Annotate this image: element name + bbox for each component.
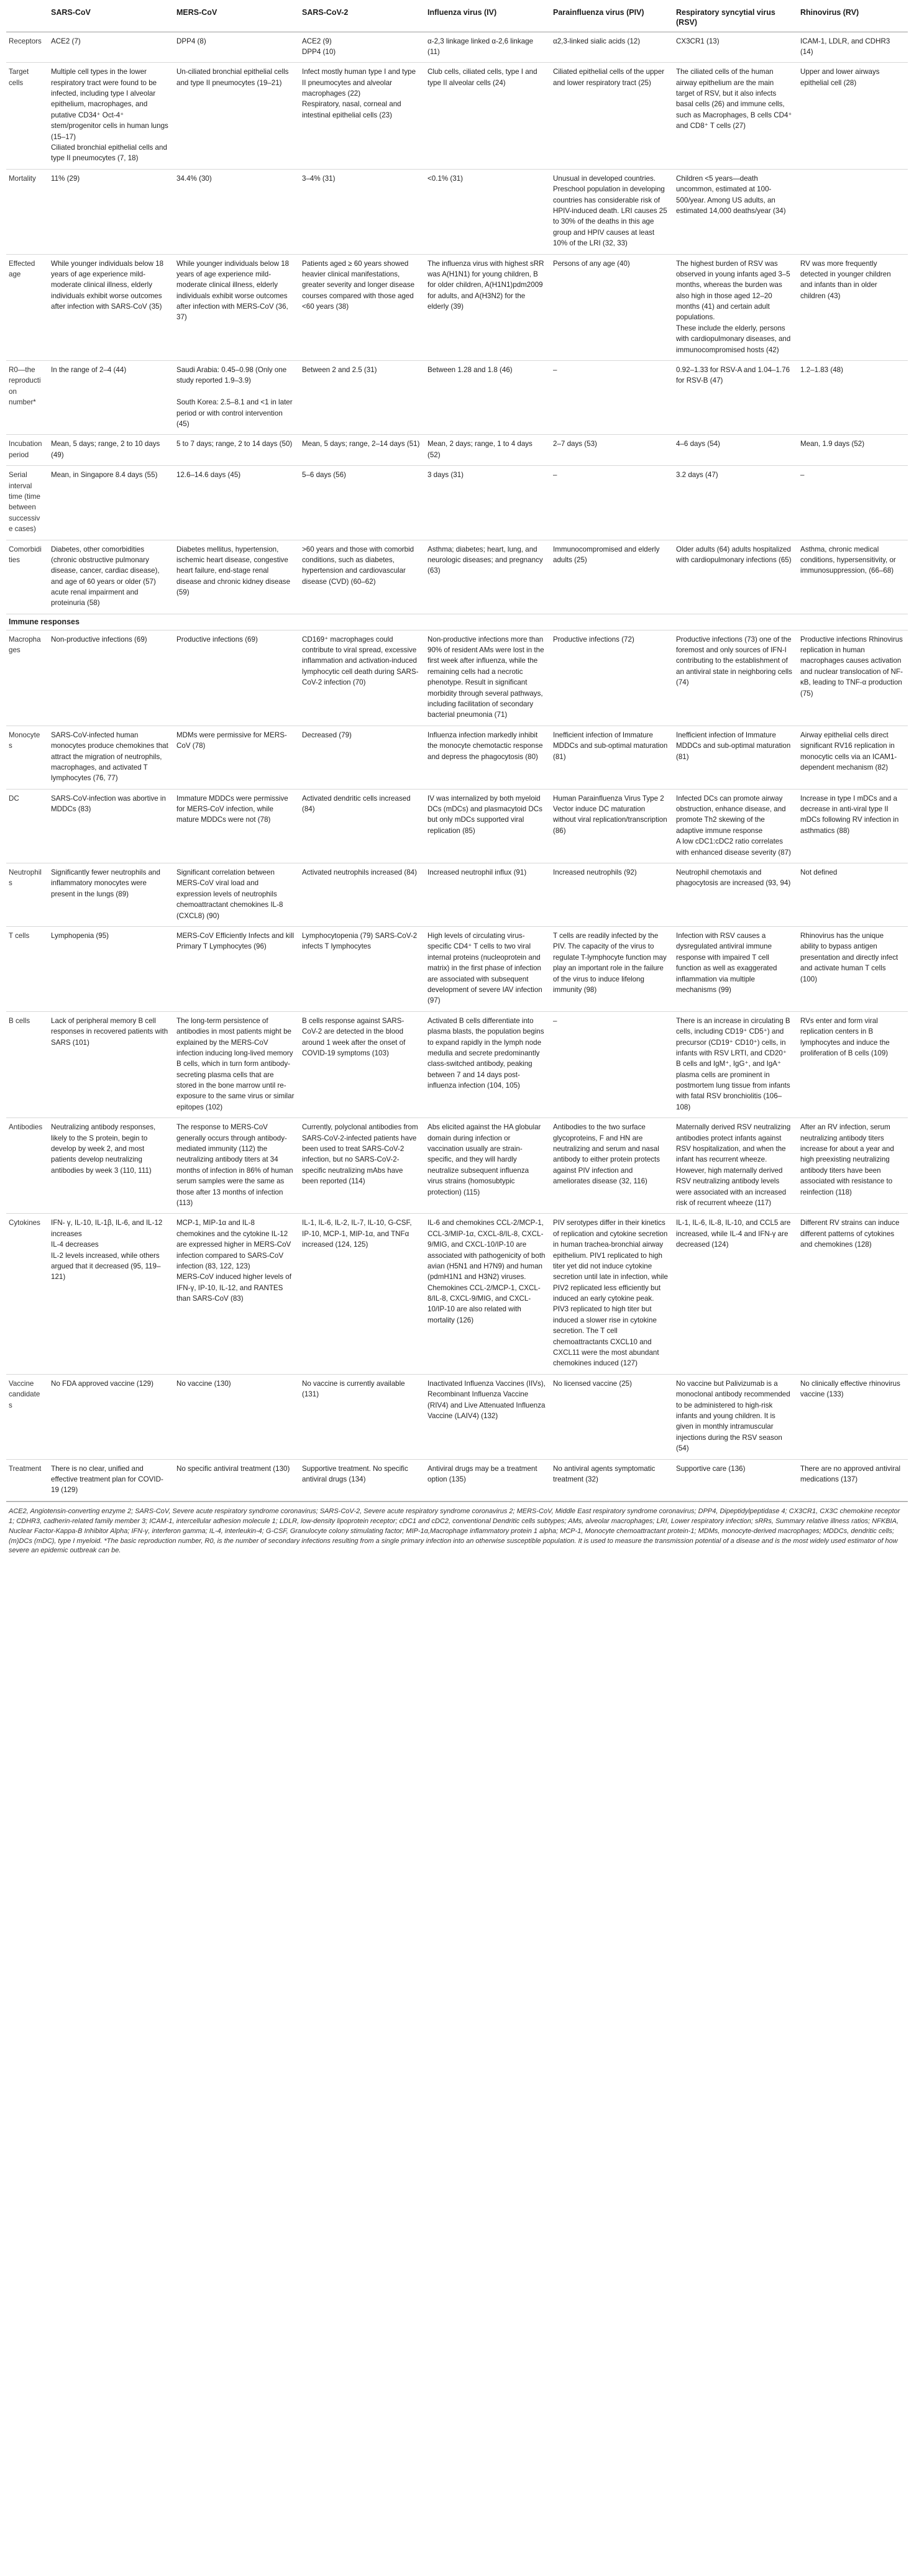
table-cell: Significant correlation between MERS-CoV viral load and expression levels of neutrophils chemoattractant chemokines IL-8 (CXCL8) (90): [174, 863, 299, 927]
table-cell: Productive infections (69): [174, 630, 299, 726]
table-cell: Abs elicited against the HA globular domain during infection or vaccination usually are strain-specific, and they will hardly neutralize subsequent influenza virus strains (homosubtypic protection) (115): [425, 1118, 551, 1214]
table-cell: Lack of peripheral memory B cell responses in recovered patients with SARS (101): [48, 1011, 174, 1118]
table-cell: Older adults (64) adults hospitalized with cardiopulmonary infections (65): [674, 540, 798, 614]
table-cell: SARS-CoV-infected human monocytes produce chemokines that attract the migration of neutrophils, macrophages, and activated T lymphocytes (76, 77): [48, 726, 174, 789]
table-cell: IL-1, IL-6, IL-2, IL-7, IL-10, G-CSF, IP-10, MCP-1, MIP-1α, and TNFα increased (124, 125): [299, 1214, 425, 1374]
table-cell: CD169⁺ macrophages could contribute to viral spread, excessive inflammation and activation-induced lymphocytic cell death during SARS-CoV-2 infection (70): [299, 630, 425, 726]
table-cell: 5–6 days (56): [299, 466, 425, 540]
header-cell: Parainfluenza virus (PIV): [551, 4, 674, 32]
table-cell: Airway epithelial cells direct significant RV16 replication in monocytic cells via an ICAM1-dependent mechanism (82): [798, 726, 908, 789]
table-cell: There is no clear, unified and effective treatment plan for COVID-19 (129): [48, 1459, 174, 1501]
table-cell: Supportive care (136): [674, 1459, 798, 1501]
comparison-table: [6, 4, 908, 1501]
table-cell: Immunocompromised and elderly adults (25): [551, 540, 674, 614]
row-label: Receptors: [6, 32, 48, 63]
table-cell: No clinically effective rhinovirus vaccine (133): [798, 1374, 908, 1459]
table-cell: Activated B cells differentiate into plasma blasts, the population begins to expand rapidly in the lymph node medulla and secrete predominantly class-switched antibody, peaking between 7 and 14 days post-influenza infection (104, 105): [425, 1011, 551, 1118]
table-cell: 3.2 days (47): [674, 466, 798, 540]
table-cell: Patients aged ≥ 60 years showed heavier clinical manifestations, greater severity and longer disease courses compared with those aged <60 years (38): [299, 254, 425, 361]
table-cell: SARS-CoV-infection was abortive in MDDCs (83): [48, 789, 174, 863]
table-cell: Neutrophil chemotaxis and phagocytosis are increased (93, 94): [674, 863, 798, 927]
row-label: Cytokines: [6, 1214, 48, 1374]
table-cell: The response to MERS-CoV generally occurs through antibody-mediated immunity (112) the neutralizing antibody titers at 34 months of infection in 86% of human serum samples were the same as those after 13 months of infection (113): [174, 1118, 299, 1214]
table-row: [6, 435, 908, 466]
table-cell: 3–4% (31): [299, 169, 425, 254]
header-cell: MERS-CoV: [174, 4, 299, 32]
table-cell: 3 days (31): [425, 466, 551, 540]
table-cell: High levels of circulating virus-specific CD4⁺ T cells to two viral internal proteins (nucleoprotein and matrix) in the first phase of infection are associated with subsequent development of severe IAV infection (97): [425, 926, 551, 1011]
table-cell: IL-6 and chemokines CCL-2/MCP-1, CCL-3/MIP-1α, CXCL-8/IL-8, CXCL-9/MIG, and CXCL-10/IP-10 are associated with pathogenicity of both avian (H5N1 and H7N9) and human (pdmH1N1 and H3N2) viruses. Chemokines CCL-2/MCP-1, CXCL-8/IL-8, CXCL-9/MIG, and CXCL-10/IP-10 are also related with mortality (126): [425, 1214, 551, 1374]
table-cell: Antiviral drugs may be a treatment option (135): [425, 1459, 551, 1501]
table-row: [6, 32, 908, 63]
table-cell: Rhinovirus has the unique ability to bypass antigen presentation and directly infect and activate human T cells (100): [798, 926, 908, 1011]
table-cell: ACE2 (7): [48, 32, 174, 63]
table-cell: Increased neutrophil influx (91): [425, 863, 551, 927]
table-cell: Asthma; diabetes; heart, lung, and neurologic diseases; and pregnancy (63): [425, 540, 551, 614]
table-cell: After an RV infection, serum neutralizing antibody titers increase for about a year and high preexisting neutralizing antibody titers have been associated with resistance to reinfection (118): [798, 1118, 908, 1214]
table-cell: Mean, 1.9 days (52): [798, 435, 908, 466]
table-cell: Influenza infection markedly inhibit the monocyte chemotactic response and depress the phagocytosis (80): [425, 726, 551, 789]
table-cell: Inefficient infection of Immature MDDCs and sub-optimal maturation (81): [674, 726, 798, 789]
table-cell: DPP4 (8): [174, 32, 299, 63]
table-cell: RVs enter and form viral replication centers in B lymphocytes and induce the proliferation of B cells (109): [798, 1011, 908, 1118]
table-cell: <0.1% (31): [425, 169, 551, 254]
table-cell: Neutralizing antibody responses, likely to the S protein, begin to develop by week 2, and most patients develop neutralizing antibodies by week 3 (110, 111): [48, 1118, 174, 1214]
table-cell: 11% (29): [48, 169, 174, 254]
table-cell: 0.92–1.33 for RSV-A and 1.04–1.76 for RSV-B (47): [674, 361, 798, 435]
table-row: [6, 466, 908, 540]
table-cell: In the range of 2–4 (44): [48, 361, 174, 435]
table-cell: α2,3-linked sialic acids (12): [551, 32, 674, 63]
table-cell: 34.4% (30): [174, 169, 299, 254]
row-label: Effected age: [6, 254, 48, 361]
table-cell: 5 to 7 days; range, 2 to 14 days (50): [174, 435, 299, 466]
table-cell: –: [551, 1011, 674, 1118]
table-cell: Currently, polyclonal antibodies from SARS-CoV-2-infected patients have been used to treat SARS-CoV-2 infection, but no SARS-CoV-2-specific neutralizing mAbs have been reported (114): [299, 1118, 425, 1214]
table-cell: Un-ciliated bronchial epithelial cells and type II pneumocytes (19–21): [174, 63, 299, 170]
row-label: Monocytes: [6, 726, 48, 789]
row-label: Neutrophils: [6, 863, 48, 927]
table-cell: The highest burden of RSV was observed in young infants aged 3–5 months, whereas the burden was also high in those aged 12–20 months (41) and certain adult populations. These include the elderly, persons with cardiopulmonary diseases, and immunocompromised hosts (42): [674, 254, 798, 361]
table-cell: Immature MDDCs were permissive for MERS-CoV infection, while mature MDDCs were not (78): [174, 789, 299, 863]
table-cell: Productive infections Rhinovirus replication in human macrophages causes activation and nuclear translocation of NF-κB, leading to TNF-α production (75): [798, 630, 908, 726]
table-row: [6, 1374, 908, 1459]
table-row: [6, 926, 908, 1011]
table-cell: ICAM-1, LDLR, and CDHR3 (14): [798, 32, 908, 63]
table-cell: Decreased (79): [299, 726, 425, 789]
row-label: B cells: [6, 1011, 48, 1118]
table-cell: Increase in type I mDCs and a decrease in anti-viral type II mDCs following RV infection in asthmatics (88): [798, 789, 908, 863]
table-footnote: ACE2, Angiotensin-converting enzyme 2; SARS-CoV, Severe acute respiratory syndrome coronavirus; SARS-CoV-2, Severe acute respiratory syndrome coronavirus 2; MERS-CoV, Middle East respiratory syndrome coronavirus; DPP4, Dipeptidylpeptidase 4; CX3CR1, CX3C chemokine receptor 1; CDHR3, cadherin-related family member 3; ICAM-1, intercellular adhesion molecule 1; LDLR, low-density lipoprotein receptor; cDC1 and cDC2, conventional Dendritic cells subtypes; AMs, alveolar macrophages; LRI, Lower respiratory infection; sRRs, Summary relative illness ratios; NFKBIA, Nuclear Factor-Kappa-B Inhibitor Alpha; IFN-γ, interferon gamma; IL-4, interleukin-4; G-CSF, Granulocyte colony stimulating factor; MIP-1α,Macrophage inflammatory protein 1 alpha; MCP-1, Monocyte chemoattractant protein-1; MDMs, monocyte-derived macrophages; MDDCs, dendritic cells; (m)DCs (mDC), type I myeloid. *The basic reproduction number, R0, is the number of secondary infections resulting from a single primary infection into an otherwise susceptible population. It is used to measure the transmission potential of a disease and is the most widely used estimator of how severe an epidemic outbreak can be.: [6, 1501, 908, 1557]
section-title: Immune responses: [6, 614, 908, 630]
table-cell: Mean, 5 days; range, 2 to 10 days (49): [48, 435, 174, 466]
table-cell: B cells response against SARS-CoV-2 are detected in the blood around 1 week after the onset of COVID-19 symptoms (103): [299, 1011, 425, 1118]
table-cell: Mean, 5 days; range, 2–14 days (51): [299, 435, 425, 466]
row-label: Incubation period: [6, 435, 48, 466]
table-cell: No licensed vaccine (25): [551, 1374, 674, 1459]
row-label: Vaccine candidates: [6, 1374, 48, 1459]
header-cell: SARS-CoV: [48, 4, 174, 32]
table-cell: Antibodies to the two surface glycoproteins, F and HN are neutralizing and serum and nasal antibody to either protein protects against PIV infection and ameliorates disease (32, 116): [551, 1118, 674, 1214]
table-row: [6, 726, 908, 789]
table-cell: Club cells, ciliated cells, type I and type II alveolar cells (24): [425, 63, 551, 170]
table-row: [6, 630, 908, 726]
table-cell: Different RV strains can induce different patterns of cytokines and chemokines (128): [798, 1214, 908, 1374]
table-cell: Asthma, chronic medical conditions, hypersensitivity, or immunosuppression, (66–68): [798, 540, 908, 614]
table-cell: Maternally derived RSV neutralizing antibodies protect infants against RSV hospitalization, and when the infant has recurrent wheeze. However, high maternally derived RSV neutralizing antibody levels were associated with an increased risk of recurrent wheeze (117): [674, 1118, 798, 1214]
table-row: [6, 1011, 908, 1118]
header-cell: SARS-CoV-2: [299, 4, 425, 32]
table-cell: MDMs were permissive for MERS-CoV (78): [174, 726, 299, 789]
header-cell: [6, 4, 48, 32]
table-cell: IV was internalized by both myeloid DCs (mDCs) and plasmacytoid DCs but only mDCs supported viral replication (85): [425, 789, 551, 863]
table-cell: Activated neutrophils increased (84): [299, 863, 425, 927]
table-cell: Infect mostly human type I and type II pneumocytes and alveolar macrophages (22) Respiratory, nasal, corneal and intestinal epithelial cells (23): [299, 63, 425, 170]
table-cell: The ciliated cells of the human airway epithelium are the main target of RSV, but it also infects basal cells (26) and immune cells, such as Macrophages, B cells CD4⁺ and CD8⁺ T cells (27): [674, 63, 798, 170]
row-label: Treatment: [6, 1459, 48, 1501]
table-cell: Supportive treatment. No specific antiviral drugs (134): [299, 1459, 425, 1501]
table-row: [6, 789, 908, 863]
section-row: [6, 614, 908, 630]
table-cell: Not defined: [798, 863, 908, 927]
table-cell: Non-productive infections (69): [48, 630, 174, 726]
table-cell: RV was more frequently detected in younger children and infants than in older children (43): [798, 254, 908, 361]
header-cell: Influenza virus (IV): [425, 4, 551, 32]
table-cell: 4–6 days (54): [674, 435, 798, 466]
table-row: [6, 540, 908, 614]
table-cell: Productive infections (72): [551, 630, 674, 726]
table-cell: There is an increase in circulating B cells, including CD19⁺ CD5⁺) and precursor (CD19⁺ CD10⁺) cells, in infants with RSV LRTI, and CD20⁺ B cells and IgM⁺, IgG⁺, and IgA⁺ plasma cells are prominent in postmortem lung tissue from infants with fatal RSV bronchiolitis (106–108): [674, 1011, 798, 1118]
table-cell: Activated dendritic cells increased (84): [299, 789, 425, 863]
table-row: [6, 361, 908, 435]
table-cell: Persons of any age (40): [551, 254, 674, 361]
table-cell: CX3CR1 (13): [674, 32, 798, 63]
table-row: [6, 1214, 908, 1374]
table-cell: Inefficient infection of Immature MDDCs and sub-optimal maturation (81): [551, 726, 674, 789]
table-cell: Inactivated Influenza Vaccines (IIVs), Recombinant Influenza Vaccine (RIV4) and Live Attenuated Influenza Vaccine (LAIV4) (132): [425, 1374, 551, 1459]
table-cell: Saudi Arabia: 0.45–0.98 (Only one study reported 1.9–3.9) South Korea: 2.5–8.1 and <1 in later period or with control intervention (45): [174, 361, 299, 435]
table-cell: The influenza virus with highest sRR was A(H1N1) for young children, B for older children, A(H1N1)pdm2009 for adults, and A(H3N2) for the elderly (39): [425, 254, 551, 361]
table-cell: There are no approved antiviral medications (137): [798, 1459, 908, 1501]
table-cell: Mean, in Singapore 8.4 days (55): [48, 466, 174, 540]
table-cell: While younger individuals below 18 years of age experience mild-moderate clinical illness, elderly individuals exhibit worse outcomes after infection with MERS-CoV (36, 37): [174, 254, 299, 361]
table-cell: Ciliated epithelial cells of the upper and lower respiratory tract (25): [551, 63, 674, 170]
row-label: Antibodies: [6, 1118, 48, 1214]
row-label: R0—the reproduction number*: [6, 361, 48, 435]
table-cell: PIV serotypes differ in their kinetics of replication and cytokine secretion in human trachea-bronchial airway epithelium. PIV1 replicated to high titer yet did not induce cytokine secretion until late in infection, while PIV2 replicated less efficiently but induced an early cytokine peak. PIV3 replicated to high titer but induced a slower rise in cytokine secretion. The T cell chemoattractants CXCL10 and CXCL11 were the most abundant chemokines induced (127): [551, 1214, 674, 1374]
table-cell: While younger individuals below 18 years of age experience mild-moderate clinical illness, elderly individuals exhibit worse outcomes after infection with SARS-CoV (35): [48, 254, 174, 361]
table-row: [6, 863, 908, 927]
header-row: [6, 4, 908, 32]
table-cell: α-2,3 linkage linked α-2,6 linkage (11): [425, 32, 551, 63]
header-cell: Rhinovirus (RV): [798, 4, 908, 32]
table-row: [6, 63, 908, 170]
table-cell: Diabetes mellitus, hypertension, ischemic heart disease, congestive heart failure, end-stage renal disease and chronic kidney disease (59): [174, 540, 299, 614]
row-label: Target cells: [6, 63, 48, 170]
table-cell: Multiple cell types in the lower respiratory tract were found to be infected, including type I alveolar epithelium, macrophages, and putative CD34⁺ Oct-4⁺ stem/progenitor cells in human lungs (15–17) Ciliated bronchial epithelial cells and type II pneumocytes (7, 18): [48, 63, 174, 170]
table-cell: Increased neutrophils (92): [551, 863, 674, 927]
table-cell: IFN- γ, IL-10, IL-1β, IL-6, and IL-12 increases IL-4 decreases IL-2 levels increased, while others argued that it decreased (95, 119–121): [48, 1214, 174, 1374]
table-cell: Between 1.28 and 1.8 (46): [425, 361, 551, 435]
table-cell: Infected DCs can promote airway obstruction, enhance disease, and promote Th2 skewing of the adaptive immune response A low cDC1:cDC2 ratio correlates with enhanced disease severity (87): [674, 789, 798, 863]
table-row: [6, 169, 908, 254]
table-row: [6, 254, 908, 361]
table-cell: Diabetes, other comorbidities (chronic obstructive pulmonary disease, cancer, cardiac disease), and age of 60 years or older (57) acute renal impairment and proteinuria (58): [48, 540, 174, 614]
row-label: Comorbidities: [6, 540, 48, 614]
table-body: [6, 32, 908, 1501]
table-cell: Children <5 years—death uncommon, estimated at 100-500/year. Among US adults, an estimated 14,000 deaths/year (34): [674, 169, 798, 254]
table-cell: 1.2–1.83 (48): [798, 361, 908, 435]
table-cell: IL-1, IL-6, IL-8, IL-10, and CCL5 are increased, while IL-4 and IFN-γ are decreased (124): [674, 1214, 798, 1374]
table-row: [6, 1118, 908, 1214]
table-cell: –: [798, 466, 908, 540]
row-label: Mortality: [6, 169, 48, 254]
table-cell: Mean, 2 days; range, 1 to 4 days (52): [425, 435, 551, 466]
table-cell: No specific antiviral treatment (130): [174, 1459, 299, 1501]
table-cell: Infection with RSV causes a dysregulated antiviral immune response with impaired T cell function as well as exaggerated inflammation via multiple mechanisms (99): [674, 926, 798, 1011]
table-cell: MERS-CoV Efficiently Infects and kill Primary T Lymphocytes (96): [174, 926, 299, 1011]
table-cell: No FDA approved vaccine (129): [48, 1374, 174, 1459]
table-cell: Lymphocytopenia (79) SARS-CoV-2 infects T lymphocytes: [299, 926, 425, 1011]
table-cell: The long-term persistence of antibodies in most patients might be explained by the MERS-CoV infection inducing long-lived memory B cells, which in turn form antibody-secreting plasma cells that are stored in the bone marrow until re-exposure to the same virus or similar epitopes (102): [174, 1011, 299, 1118]
table-row: [6, 1459, 908, 1501]
table-cell: No vaccine (130): [174, 1374, 299, 1459]
table-cell: 2–7 days (53): [551, 435, 674, 466]
table-cell: [798, 169, 908, 254]
table-cell: Unusual in developed countries. Preschool population in developing countries has considerable risk of HPIV-induced death. LRI causes 25 to 30% of the deaths in this age group and HPIV causes at least 10% of the LRI (32, 33): [551, 169, 674, 254]
table-cell: No antiviral agents symptomatic treatment (32): [551, 1459, 674, 1501]
table-cell: No vaccine is currently available (131): [299, 1374, 425, 1459]
table-cell: 12.6–14.6 days (45): [174, 466, 299, 540]
table-cell: T cells are readily infected by the PIV. The capacity of the virus to regulate T-lymphocyte function may play an important role in the failure of the virus to induce lifelong immunity (98): [551, 926, 674, 1011]
table-cell: Significantly fewer neutrophils and inflammatory monocytes were present in the lungs (89): [48, 863, 174, 927]
table-cell: Between 2 and 2.5 (31): [299, 361, 425, 435]
row-label: DC: [6, 789, 48, 863]
row-label: Macrophages: [6, 630, 48, 726]
table-cell: No vaccine but Palivizumab is a monoclonal antibody recommended to be administered to high-risk infants and young children. It is given in monthly intramuscular injections during the RSV season (54): [674, 1374, 798, 1459]
row-label: T cells: [6, 926, 48, 1011]
table-cell: Human Parainfluenza Virus Type 2 Vector induce DC maturation without viral replication/transcription (86): [551, 789, 674, 863]
table-cell: ACE2 (9) DPP4 (10): [299, 32, 425, 63]
table-cell: Upper and lower airways epithelial cell (28): [798, 63, 908, 170]
table-cell: Productive infections (73) one of the foremost and only sources of IFN-I contributing to the establishment of an antiviral state in neighboring cells (74): [674, 630, 798, 726]
table-cell: –: [551, 466, 674, 540]
header-cell: Respiratory syncytial virus (RSV): [674, 4, 798, 32]
table-cell: >60 years and those with comorbid conditions, such as diabetes, hypertension and cardiovascular disease (CVD) (60–62): [299, 540, 425, 614]
table-cell: Lymphopenia (95): [48, 926, 174, 1011]
table-cell: MCP-1, MIP-1α and IL-8 chemokines and the cytokine IL-12 are expressed higher in MERS-CoV infection compared to SARS-CoV infection (83, 122, 123) MERS-CoV induced higher levels of IFN-γ, IP-10, IL-12, and RANTES than SARS-CoV (83): [174, 1214, 299, 1374]
table-cell: Non-productive infections more than 90% of resident AMs were lost in the first week after influenza, while the remaining cells had a necrotic phenotype. Result in significant morbidity through several pathways, including facilitation of secondary bacterial pneumonia (71): [425, 630, 551, 726]
table-cell: –: [551, 361, 674, 435]
row-label: Serial interval time (time between successive cases): [6, 466, 48, 540]
